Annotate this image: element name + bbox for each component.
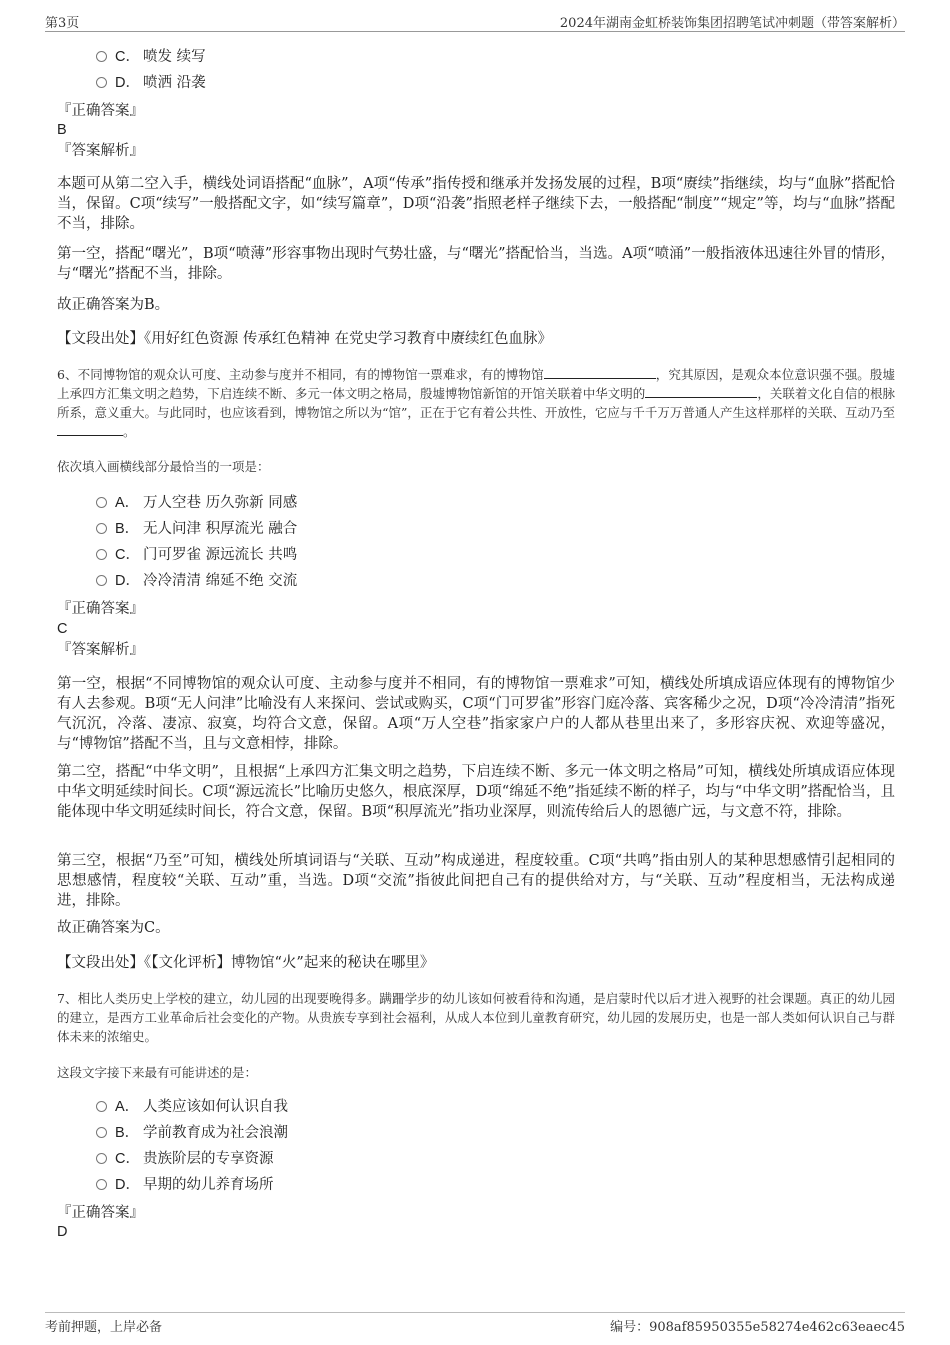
- q7-option-d[interactable]: D． 早期的幼儿养育场所: [96, 1175, 274, 1195]
- radio-icon[interactable]: [96, 1153, 107, 1164]
- radio-icon[interactable]: [96, 523, 107, 534]
- page-header: [45, 12, 905, 32]
- q5-answer-label: 『正确答案』: [57, 103, 144, 119]
- q6-stem: 6、不同博物馆的观众认可度、主动参与度并不相同，有的博物馆一票难求，有的博物馆 ，究其原因，是观众本位意识强不强。殷墟上承四方汇集文明之趋势，下启连续不断、多元一体文明之格局，殷墟博物馆新馆的开馆关联着中华文明的 ，关联着文化自信的根脉所系，意义重大。与此同时，也应该看到，博物馆之所以为“馆”，正在于它有着公共性、开放性，它应与千千万万普通人产生这样那样的关联、互动乃至。: [57, 367, 895, 439]
- q5-source: 【文段出处】《用好红色资源 传承红色精神 在党史学习教育中赓续红色血脉》: [57, 331, 552, 347]
- q5-analysis-label: 『答案解析』: [57, 143, 144, 159]
- q5-option-d[interactable]: D． 喷洒 沿袭: [96, 73, 206, 93]
- q6-option-a[interactable]: A． 万人空巷 历久弥新 同感: [96, 493, 297, 513]
- q7-stem: 7、相比人类历史上学校的建立，幼儿园的出现要晚得多。蹒跚学步的幼儿该如何被看待和沟通，是启蒙时代以后才进入视野的社会课题。真正的幼儿园的建立，是西方工业革命后社会变化的产物。从贵族专享到社会福利，从成人本位到儿童教育研究，幼儿园的发展历史，也是一部人类如何认识自己与群体未来的浓缩史。: [57, 991, 895, 1044]
- q5-option-c[interactable]: C． 喷发 续写: [96, 47, 206, 67]
- q6-conclusion: 故正确答案为C。: [57, 920, 170, 936]
- radio-icon[interactable]: [96, 575, 107, 586]
- radio-icon[interactable]: [96, 1101, 107, 1112]
- blank-1: [544, 365, 656, 379]
- q6-prompt: 依次填入画横线部分最恰当的一项是：: [57, 459, 270, 474]
- q7-answer-label: 『正确答案』: [57, 1205, 144, 1221]
- blank-3: [57, 422, 123, 436]
- q6-analysis-para-1: 第一空，根据“不同博物馆的观众认可度、主动参与度并不相同，有的博物馆一票难求”可知，横线处所填成语应体现有的博物馆少有人去参观。B项“无人问津”比喻没有人来探问、尝试或购买，C项“门可罗雀”形容门庭冷落、宾客稀少之况，D项“冷冷清清”指死气沉沉，冷落、凄凉、寂寞，均符合文意，保留。A项“万人空巷”指家家户户的人都从巷里出来了，多形容庆祝、欢迎等盛况，与“博物馆”搭配不当，且与文意相悖，排除。: [57, 676, 895, 752]
- page-footer: [45, 1310, 905, 1335]
- q6-analysis-label: 『答案解析』: [57, 642, 144, 658]
- radio-icon[interactable]: [96, 549, 107, 560]
- q6-option-b[interactable]: B． 无人问津 积厚流光 融合: [96, 519, 297, 539]
- q5-analysis-para-1: 本题可从第二空入手，横线处词语搭配“血脉”，A项“传承”指传授和继承并发扬发展的过程，B项“赓续”指继续，均与“血脉”搭配恰当，保留。C项“续写”一般搭配文字，如“续写篇章”，D项“沿袭”指照老样子继续下去，一般搭配“制度”“规定”等，均与“血脉”搭配不当，排除。: [57, 176, 895, 232]
- q7-option-c[interactable]: C． 贵族阶层的专享资源: [96, 1149, 274, 1169]
- q5-analysis-para-2: 第一空，搭配“曙光”，B项“喷薄”形容事物出现时气势壮盛，与“曙光”搭配恰当，当选。A项“喷涌”一般指液体迅速往外冒的情形，与“曙光”搭配不当，排除。: [57, 246, 895, 282]
- q5-conclusion: 故正确答案为B。: [57, 297, 170, 313]
- footer-slogan: 考前押题，上岸必备: [45, 1320, 163, 1335]
- q6-answer-label: 『正确答案』: [57, 601, 144, 617]
- document-title: 2024年湖南金虹桥装饰集团招聘笔试冲刺题（带答案解析）: [559, 16, 905, 31]
- q6-source: 【文段出处】《【文化评析】博物馆“火”起来的秘诀在哪里》: [57, 955, 435, 971]
- radio-icon[interactable]: [96, 51, 107, 62]
- q6-answer: C: [57, 621, 68, 637]
- blank-2: [645, 384, 757, 398]
- q7-option-a[interactable]: A． 人类应该如何认识自我: [96, 1097, 288, 1117]
- q6-option-c[interactable]: C． 门可罗雀 源远流长 共鸣: [96, 545, 297, 565]
- q7-answer: D: [57, 1224, 68, 1240]
- radio-icon[interactable]: [96, 1179, 107, 1190]
- q6-analysis-para-3: 第三空，根据“乃至”可知，横线处所填词语与“关联、互动”构成递进，程度较重。C项“共鸣”指由别人的某种思想感情引起相同的思想感情，程度较“关联、互动”重，当选。D项“交流”指彼此间把自己有的提供给对方，与“关联、互动”程度相当，无法构成递进，排除。: [57, 853, 895, 909]
- radio-icon[interactable]: [96, 497, 107, 508]
- document-id: 编号：908af85950355e58274e462c63eaec45: [610, 1320, 905, 1335]
- q7-prompt: 这段文字接下来最有可能讲述的是：: [57, 1065, 258, 1080]
- q7-option-b[interactable]: B． 学前教育成为社会浪潮: [96, 1123, 288, 1143]
- radio-icon[interactable]: [96, 1127, 107, 1138]
- q6-option-d[interactable]: D． 冷冷清清 绵延不绝 交流: [96, 571, 297, 591]
- q5-answer: B: [57, 122, 67, 138]
- header-divider: [45, 31, 905, 32]
- page-number: 第3页: [45, 16, 80, 31]
- q6-analysis-para-2: 第二空，搭配“中华文明”，且根据“上承四方汇集文明之趋势，下启连续不断、多元一体文明之格局”可知，横线处所填成语应体现中华文明延续时间长。C项“源远流长”比喻历史悠久，根底深厚，D项“绵延不绝”指延续不断的样子，均与“中华文明”搭配恰当，且能体现中华文明延续时间长，符合文意，保留。B项“积厚流光”指功业深厚，则流传给后人的恩德广远，与文意不符，排除。: [57, 764, 895, 820]
- radio-icon[interactable]: [96, 77, 107, 88]
